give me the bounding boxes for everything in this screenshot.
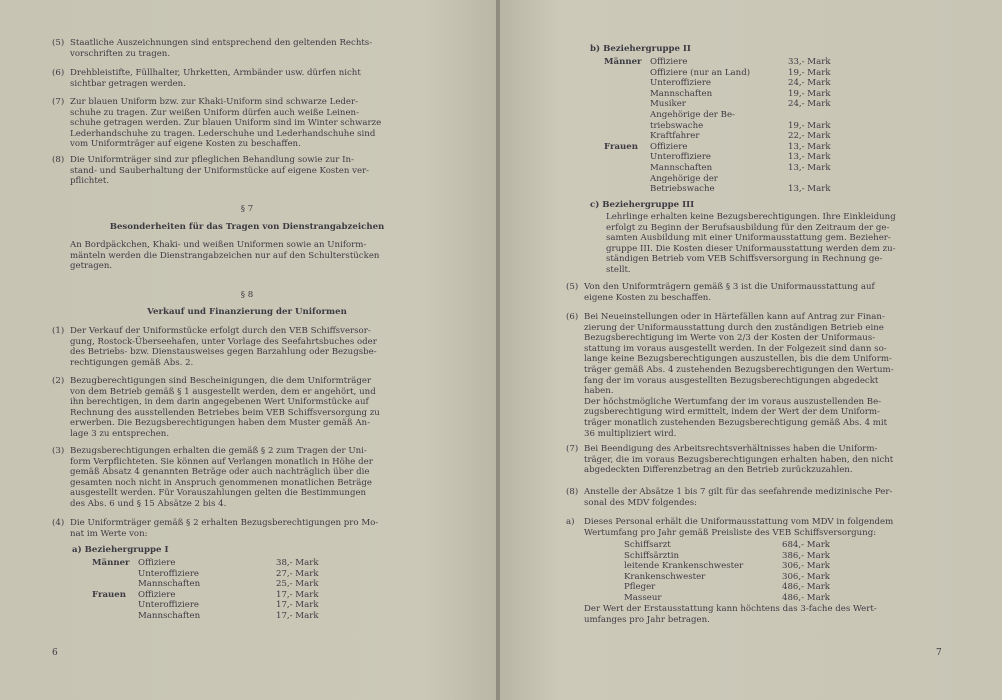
item-r8: [566, 487, 952, 508]
item-number: (6): [52, 68, 65, 78]
item-text: Zur blauen Uniform bzw. zur Khaki-Uniform sind schwarze Leder- schuhe zu tragen. Zur weißen Uniform dürfen auch weiße Leinen- schuhe getragen werden. Zur blauen Uniform sind im Winter schwarze Lederhandschuhe zu tragen. Lederschuhe und Lederhandschuhe sind vom Uniformträger auf eigene Kosten zu beschaffen.: [70, 97, 382, 150]
group-cell: [604, 78, 650, 89]
position-cell: Unteroffiziere: [650, 78, 712, 89]
item-number: a): [566, 517, 575, 527]
position-cell: Offiziere (nur an Land): [650, 67, 751, 78]
position-cell: Schiffsärztin: [624, 550, 679, 561]
item-r6: [566, 312, 952, 439]
table-row: [92, 590, 319, 601]
position-cell: Unteroffiziere: [650, 152, 712, 163]
section-8-heading: Verkauf und Finanzierung der Uniformen: [147, 307, 347, 317]
item-number: (8): [52, 155, 65, 165]
table-row: [604, 142, 831, 153]
position-cell: Mannschaften: [650, 162, 713, 173]
table-row: [604, 163, 831, 174]
group-c-text: Lehrlinge erhalten keine Bezugsberechtigungen. Ihre Einkleidung erfolgt zu Beginn der Berufsausbildung für den Zeitraum der ge- samten Ausbildung mit einer Uniformausstattung gem. Bezieher- gruppe III. Die Kosten dieser Uniformausstattung werden dem zu- ständigen Betrieb vom VEB Schiffsversorgung in Rechnung ge- stellt.: [606, 212, 896, 275]
group-cell: [604, 99, 650, 110]
position-cell: Offiziere: [650, 57, 688, 67]
table-row: [604, 99, 831, 110]
group-cell: [92, 611, 138, 622]
group-cell: Frauen: [604, 141, 639, 152]
item-text: Bezugberechtigungen sind Bescheinigungen, die dem Uniformträger von dem Betrieb gemäß § 1 ausgestellt werden, dem er angehört, und ihn berechtigen, in dem darin angegebenen Wert Uniformstücke auf Rechnung des ausstellenden Betriebes beim VEB Schiffsversorgung zu erwerben. Die Bezugsberechtigungen haben dem Muster gemäß An- lage 3 zu entsprechen.: [70, 376, 380, 439]
group-cell: [604, 131, 650, 142]
item-text: Bei Neueinstellungen oder in Härtefällen kann auf Antrag zur Finan- zierung der Uniformausstattung durch den zuständigen Betrieb eine Bezugsberechtigung im Werte von 2/3 der Kosten der Uniformaus- stattung im voraus ausgestellt werden. In der Folgezeit sind dann so- lange keine Bezugsberechtigungen auszustellen, bis die dem Uniform- träger gemäß Abs. 4 zustehenden Bezugsberechtigungen den Wertum- fang der im voraus ausgestellten Bezugsberechtigungen abgedeckt haben. Der höchstmögliche Wertumfang der im voraus auszustellenden Be- zugsberechtigung wird ermittelt, indem der Wert der dem Uniform- träger monatlich zustehenden Bezugsberechtigung gemäß Abs. 4 mit 36 multipliziert wird.: [584, 312, 894, 439]
amount-cell: 19,- Mark: [788, 120, 831, 131]
position-cell: leitende Krankenschwester: [624, 561, 744, 572]
amount-cell: 22,- Mark: [788, 131, 831, 142]
item-text: Anstelle der Absätze 1 bis 7 gilt für das seefahrende medizinische Per- sonal des MDV folgendes:: [584, 487, 893, 508]
table-row: [624, 561, 830, 572]
amount-cell: 486,- Mark: [782, 592, 831, 603]
table-row: [604, 89, 831, 100]
table-row: [92, 569, 319, 580]
item-number: (4): [52, 518, 65, 528]
group-cell: [92, 600, 138, 611]
amount-cell: 19,- Mark: [788, 67, 831, 78]
table-row: [604, 57, 831, 68]
item-r7: [566, 444, 952, 476]
amount-cell: 17,- Mark: [276, 600, 319, 611]
group-cell: [604, 89, 650, 100]
group-cell: [604, 68, 650, 79]
table-row: [624, 593, 830, 604]
item-text: Dieses Personal erhält die Uniformausstattung vom MDV in folgendem Wertumfang pro Jahr gemäß Preisliste des VEB Schiffsversorgung:: [584, 517, 894, 538]
amount-cell: 25,- Mark: [276, 579, 319, 590]
table-row: [92, 600, 319, 611]
group-a-table: [92, 558, 319, 622]
group-cell: [604, 152, 650, 163]
item-text: Bezugsberechtigungen erhalten die gemäß § 2 zum Tragen der Uni- form Verpflichteten. Sie können auf Verlangen monatlich in Höhe der gemäß Absatz 4 genannten Beträge oder auch nachträglich über die gesamten noch nicht in Anspruch genommenen monatlichen Beträge ausgestellt werden. Für Vorauszahlungen gelten die Bestimmungen des Abs. 6 und § 15 Absätze 2 bis 4.: [70, 446, 373, 509]
amount-cell: 17,- Mark: [276, 610, 319, 621]
item-l6: [52, 68, 442, 89]
amount-cell: 684,- Mark: [782, 540, 831, 550]
group-cell: [604, 110, 650, 131]
table-row: [604, 78, 831, 89]
table-row: [92, 558, 319, 569]
amount-cell: 17,- Mark: [276, 589, 319, 600]
table-row: [604, 174, 831, 195]
item-l8: [52, 155, 442, 187]
amount-cell: 13,- Mark: [788, 141, 831, 152]
closing-text: Der Wert der Erstausstattung kann höchtens das 3-fache des Wert- umfanges pro Jahr betragen.: [584, 604, 877, 625]
amount-cell: 13,- Mark: [788, 184, 831, 195]
table-row: [624, 582, 830, 593]
table-row: [92, 611, 319, 622]
group-cell: [604, 174, 650, 195]
group-cell: Männer: [604, 57, 642, 67]
item-s8-1: [52, 326, 442, 368]
group-c-title: c) Beziehergruppe III: [590, 200, 695, 210]
mdv-price-list: [624, 540, 830, 604]
table-row: [604, 68, 831, 79]
item-s8-4: [52, 518, 442, 539]
amount-cell: 13,- Mark: [788, 152, 831, 163]
item-number: (3): [52, 446, 65, 456]
section-7-heading: Besonderheiten für das Tragen von Dienstrangabzeichen: [109, 222, 385, 232]
item-text: Staatliche Auszeichnungen sind entsprechend den geltenden Rechts- vorschriften zu tragen.: [70, 38, 373, 59]
section-7-text: An Bordpäckchen, Khaki- und weißen Uniformen sowie an Uniform- mänteln werden die Dienstrangabzeichen nur auf den Schulterstücken getragen.: [70, 240, 380, 272]
item-r8a: [566, 517, 952, 538]
item-number: (5): [566, 282, 579, 292]
position-cell: Angehörige der Be- triebswache: [650, 109, 735, 131]
position-cell: Schiffsarzt: [624, 540, 671, 550]
item-l5: [52, 38, 442, 59]
group-cell: [92, 569, 138, 580]
amount-cell: 19,- Mark: [788, 88, 831, 99]
page-number-right: 7: [936, 648, 942, 658]
item-text: Bei Beendigung des Arbeitsrechtsverhältnisses haben die Uniform- träger, die im voraus Bezugsberechtigungen erhalten haben, den nicht abgedeckten Differenzbetrag an den Betrieb zurückzuzahlen.: [584, 444, 894, 476]
group-cell: [92, 579, 138, 590]
amount-cell: 306,- Mark: [782, 561, 831, 572]
table-row: [604, 131, 831, 142]
group-cell: [604, 163, 650, 174]
position-cell: Masseur: [624, 592, 662, 603]
item-r5: [566, 282, 952, 303]
table-row: [604, 152, 831, 163]
item-number: (5): [52, 38, 65, 48]
item-number: (1): [52, 326, 65, 336]
item-text: Die Uniformträger gemäß § 2 erhalten Bezugsberechtigungen pro Mo- nat im Werte von:: [70, 518, 379, 539]
position-cell: Pfleger: [624, 582, 656, 593]
table-row: [624, 551, 830, 562]
position-cell: Offiziere: [138, 589, 176, 600]
amount-cell: 38,- Mark: [276, 558, 319, 568]
item-number: (7): [52, 97, 65, 107]
amount-cell: 386,- Mark: [782, 550, 831, 561]
position-cell: Krankenschwester: [624, 571, 706, 582]
item-number: (8): [566, 487, 579, 497]
amount-cell: 27,- Mark: [276, 568, 319, 579]
item-text: Die Uniformträger sind zur pfleglichen Behandlung sowie zur In- stand- und Sauberhaltung der Uniformstücke auf eigene Kosten ver- pflichtet.: [70, 155, 370, 187]
position-cell: Offiziere: [138, 558, 176, 568]
item-number: (7): [566, 444, 579, 454]
amount-cell: 24,- Mark: [788, 78, 831, 89]
position-cell: Mannschaften: [138, 610, 201, 621]
item-number: (6): [566, 312, 579, 322]
amount-cell: 306,- Mark: [782, 571, 831, 582]
right-page: [500, 0, 1002, 700]
table-row: [624, 572, 830, 583]
position-cell: Musiker: [650, 99, 686, 110]
table-row: [92, 579, 319, 590]
item-text: Der Verkauf der Uniformstücke erfolgt durch den VEB Schiffsversor- gung, Rostock-Überseehafen, unter Vorlage des Seefahrtsbuches oder des Betriebs- bzw. Dienstausweises gegen Barzahlung oder Bezugsbe- rechtigungen gemäß Abs. 2.: [70, 326, 377, 368]
position-cell: Unteroffiziere: [138, 568, 200, 579]
amount-cell: 33,- Mark: [788, 57, 831, 67]
position-cell: Angehörige der Betriebswache: [650, 173, 718, 195]
page-number-left: 6: [52, 648, 58, 658]
group-b-table: [604, 57, 831, 195]
item-l7: [52, 97, 442, 150]
item-s8-3: [52, 446, 442, 510]
position-cell: Mannschaften: [650, 88, 713, 99]
item-text: Von den Uniformträgern gemäß § 3 ist die Uniformausstattung auf eigene Kosten zu beschaffen.: [584, 282, 875, 303]
table-row: [624, 540, 830, 551]
section-8-number: § 8: [240, 290, 254, 300]
group-a-title: a) Beziehergruppe I: [72, 545, 169, 555]
item-text: Drehbleistifte, Füllhalter, Uhrketten, Armbänder usw. dürfen nicht sichtbar getragen werden.: [70, 68, 361, 89]
group-cell: Frauen: [92, 589, 127, 600]
item-number: (2): [52, 376, 65, 386]
amount-cell: 24,- Mark: [788, 99, 831, 110]
position-cell: Unteroffiziere: [138, 600, 200, 611]
left-page: [0, 0, 498, 700]
amount-cell: 13,- Mark: [788, 162, 831, 173]
position-cell: Kraftfahrer: [650, 131, 700, 142]
table-row: [604, 110, 831, 131]
group-cell: Männer: [92, 558, 130, 568]
position-cell: Mannschaften: [138, 579, 201, 590]
section-7-number: § 7: [240, 204, 254, 214]
position-cell: Offiziere: [650, 141, 688, 152]
item-s8-2: [52, 376, 442, 440]
amount-cell: 486,- Mark: [782, 582, 831, 593]
group-b-title: b) Beziehergruppe II: [590, 44, 691, 54]
